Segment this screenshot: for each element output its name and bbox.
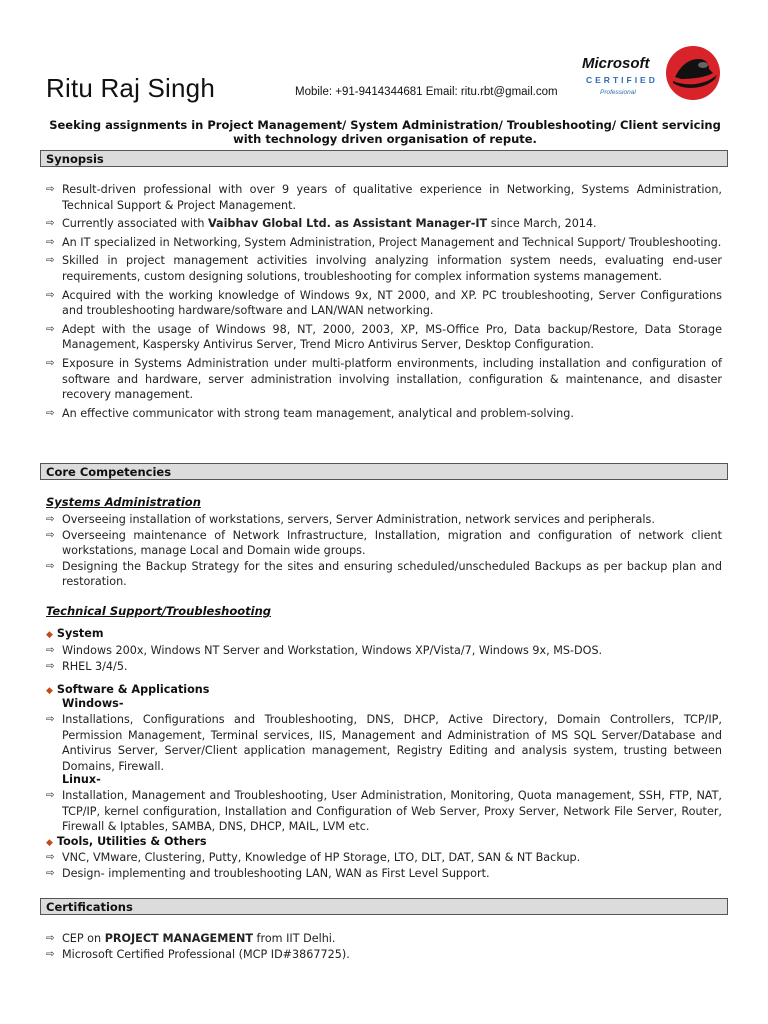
list-item bbox=[46, 512, 722, 528]
arrow-bullet-icon: ⇨ bbox=[46, 852, 55, 863]
group-system bbox=[46, 627, 104, 640]
list-item-text: Acquired with the working knowledge of Windows 9x, NT 2000, and XP. PC troubleshooting, Server Configurations and troubleshooting hardware/software and LAN/WAN networking. bbox=[62, 288, 722, 318]
list-item bbox=[46, 253, 722, 284]
list-item bbox=[46, 528, 722, 559]
list-item-text: Microsoft Certified Professional (MCP ID#3867725). bbox=[62, 947, 350, 961]
list-item-text: Design- implementing and troubleshooting LAN, WAN as First Level Support. bbox=[62, 866, 490, 880]
list-item-text: Installations, Configurations and Troubleshooting, DNS, DHCP, Active Directory, Domain Controllers, TCP/IP, Permission Management, Terminal services, IIS, Management and Administration of MS SQL Server/Database and Antivirus Server, Server/Client application management, Registry Editing and analysis system, trusting between Domains, Firewall. bbox=[62, 713, 722, 773]
arrow-bullet-icon: ⇨ bbox=[46, 514, 55, 525]
section-header-core-competencies: Core Competencies bbox=[40, 463, 728, 480]
certifications-list bbox=[46, 931, 722, 962]
list-item bbox=[46, 356, 722, 403]
arrow-bullet-icon: ⇨ bbox=[46, 645, 55, 656]
group-software-label: Software & Applications bbox=[56, 683, 210, 696]
linux-list bbox=[46, 788, 722, 835]
subheading-technical-support: Technical Support/Troubleshooting bbox=[46, 604, 272, 618]
list-item bbox=[46, 643, 722, 659]
list-item bbox=[46, 288, 722, 319]
arrow-bullet-icon: ⇨ bbox=[46, 357, 55, 369]
list-item-text: PROJECT MANAGEMENT bbox=[104, 932, 253, 945]
list-item bbox=[46, 559, 722, 590]
redhat-logo-icon bbox=[663, 43, 723, 103]
windows-label: Windows- bbox=[62, 697, 124, 710]
list-item-text: Skilled in project management activities involving analyzing information system needs, evaluating end-user requirements, custom designing solutions, troubleshooting for complex information systems management. bbox=[62, 254, 722, 283]
list-item-text: Adept with the usage of Windows 98, NT, 2000, 2003, XP, MS-Office Pro, Data backup/Restore, Data Storage Management, Kaspersky Antivirus Server, Trend Micro Antivirus Server, Desktop Configuration. bbox=[62, 322, 722, 352]
list-item-text: RHEL 3/4/5. bbox=[62, 659, 128, 673]
candidate-name: Ritu Raj Singh bbox=[46, 73, 215, 103]
list-item-text: since March, 2014. bbox=[487, 217, 597, 231]
list-item-text: VNC, VMware, Clustering, Putty, Knowledge of HP Storage, LTO, DLT, DAT, SAN & NT Backup. bbox=[62, 851, 581, 864]
list-item bbox=[46, 931, 722, 947]
arrow-bullet-icon: ⇨ bbox=[46, 184, 55, 195]
section-header-synopsis: Synopsis bbox=[40, 150, 728, 167]
list-item bbox=[46, 712, 722, 774]
list-item bbox=[46, 182, 722, 213]
list-item-text: Exposure in Systems Administration under multi-platform environments, including installation and configuration of software and hardware, server administration involving installation, configuration & maintenance, and disaster recovery management. bbox=[62, 356, 722, 402]
synopsis-list bbox=[46, 182, 722, 424]
windows-list bbox=[46, 712, 722, 774]
logo-microsoft-text: Microsoft bbox=[582, 55, 650, 72]
list-item-text: Vaibhav Global Ltd. as Assistant Manager-IT bbox=[208, 217, 488, 231]
arrow-bullet-icon: ⇨ bbox=[46, 255, 55, 267]
list-item-text: Overseeing installation of workstations, servers, Server Administration, network services and peripherals. bbox=[62, 513, 655, 526]
list-item bbox=[46, 866, 722, 882]
arrow-bullet-icon: ⇨ bbox=[46, 236, 55, 248]
section-header-certifications: Certifications bbox=[40, 898, 728, 915]
list-item-text: Installation, Management and Troubleshooting, User Administration, Monitoring, Quota management, SSH, FTP, NAT, TCP/IP, kernel configuration, Installation and Configuration of Web Server, Proxy Server, Network File Server, Router, Firewall & Iptables, SAMBA, DNS, DHCP, MAIL, LVM etc. bbox=[62, 789, 722, 834]
group-software bbox=[46, 683, 209, 696]
list-item-text: Overseeing maintenance of Network Infrastructure, Installation, migration and configuration of network client workstations, manage Local and Domain wide groups. bbox=[62, 528, 722, 558]
bullet-diamond-icon: ◆ bbox=[46, 686, 53, 696]
list-item bbox=[46, 788, 722, 835]
arrow-bullet-icon: ⇨ bbox=[46, 529, 55, 541]
subheading-systems-administration: Systems Administration bbox=[46, 495, 201, 509]
bullet-diamond-icon: ◆ bbox=[46, 838, 53, 848]
group-tools bbox=[46, 835, 207, 848]
list-item bbox=[46, 659, 722, 675]
system-list bbox=[46, 643, 722, 674]
bullet-diamond-icon: ◆ bbox=[46, 630, 53, 640]
contact-info: Mobile: +91-9414344681 Email: ritu.rbt@gmail.com bbox=[295, 86, 558, 98]
arrow-bullet-icon: ⇨ bbox=[46, 933, 55, 944]
arrow-bullet-icon: ⇨ bbox=[46, 867, 55, 879]
sysadmin-list bbox=[46, 512, 722, 590]
list-item bbox=[46, 947, 722, 963]
list-item-text: CEP on bbox=[62, 932, 105, 945]
group-system-label: System bbox=[56, 627, 104, 640]
list-item bbox=[46, 850, 722, 866]
list-item bbox=[46, 216, 722, 232]
arrow-bullet-icon: ⇨ bbox=[46, 790, 55, 801]
arrow-bullet-icon: ⇨ bbox=[46, 289, 55, 301]
logo-professional-text: Professional bbox=[600, 89, 636, 96]
list-item-text: Designing the Backup Strategy for the sites and ensuring scheduled/unscheduled Backups as per backup plan and restoration. bbox=[62, 559, 722, 589]
list-item-text: Result-driven professional with over 9 years of qualitative experience in Networking, Systems Administration, Technical Support & Project Management. bbox=[62, 183, 722, 212]
arrow-bullet-icon: ⇨ bbox=[46, 218, 55, 230]
group-tools-label: Tools, Utilities & Others bbox=[56, 835, 207, 848]
list-item bbox=[46, 235, 722, 251]
list-item-text: An effective communicator with strong team management, analytical and problem-solving. bbox=[62, 406, 574, 420]
list-item-text: Currently associated with bbox=[62, 217, 208, 231]
arrow-bullet-icon: ⇨ bbox=[46, 323, 55, 335]
career-objective: Seeking assignments in Project Management/ System Administration/ Troubleshooting/ Client servicing with technology driven organisation of repute. bbox=[49, 118, 721, 146]
microsoft-certified-logo bbox=[580, 43, 725, 105]
list-item-text: from IIT Delhi. bbox=[252, 932, 336, 945]
logo-certified-text: CERTIFIED bbox=[586, 75, 658, 85]
arrow-bullet-icon: ⇨ bbox=[46, 948, 55, 960]
list-item-text: Windows 200x, Windows NT Server and Workstation, Windows XP/Vista/7, Windows 9x, MS-DOS. bbox=[62, 644, 603, 657]
arrow-bullet-icon: ⇨ bbox=[46, 660, 55, 672]
arrow-bullet-icon: ⇨ bbox=[46, 560, 55, 572]
arrow-bullet-icon: ⇨ bbox=[46, 407, 55, 419]
linux-label: Linux- bbox=[62, 773, 101, 786]
arrow-bullet-icon: ⇨ bbox=[46, 714, 55, 725]
list-item bbox=[46, 322, 722, 353]
list-item bbox=[46, 406, 722, 422]
list-item-text: An IT specialized in Networking, System Administration, Project Management and Technical Support/ Troubleshooting. bbox=[62, 235, 722, 249]
tools-list bbox=[46, 850, 722, 881]
